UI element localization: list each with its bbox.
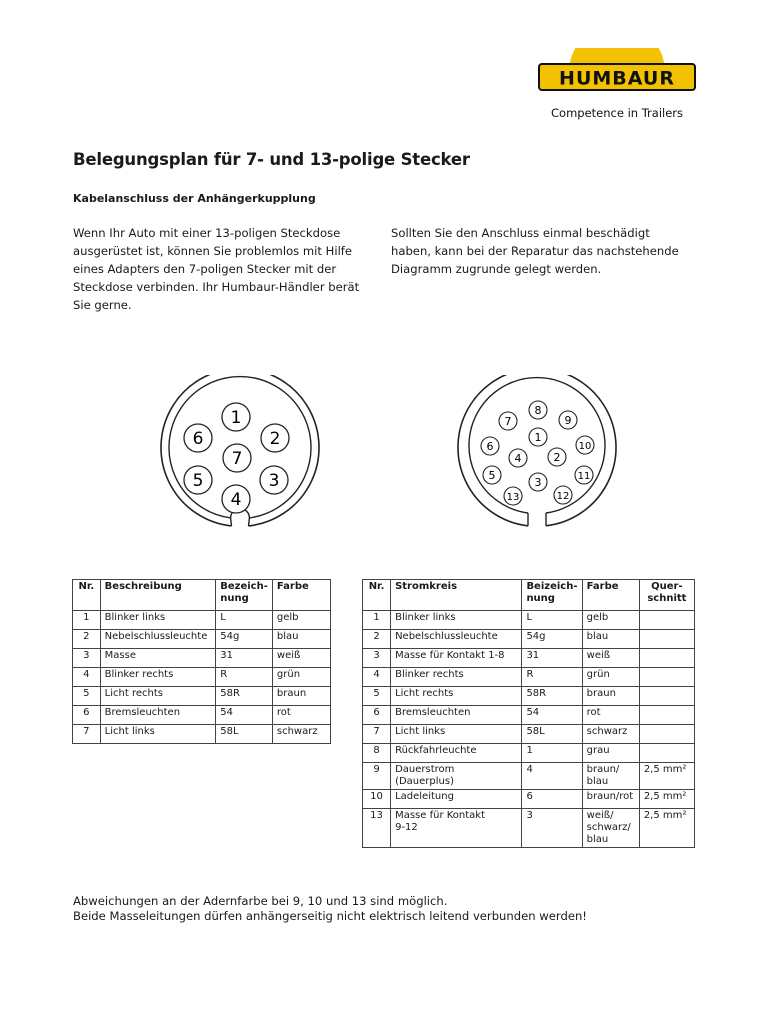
table-cell: rot	[272, 706, 330, 725]
table-cell: 5	[363, 687, 391, 706]
table-body	[363, 611, 695, 848]
table-cell: Bremsleuchten	[100, 706, 216, 725]
table-row	[363, 649, 695, 668]
table-cell: weiß/ schwarz/ blau	[582, 809, 639, 848]
table-cell: L	[522, 611, 582, 630]
footer-line: Beide Masseleitungen dürfen anhängerseitig nicht elektrisch leitend verbunden werden!	[73, 909, 587, 923]
table-row	[363, 744, 695, 763]
table-row	[73, 649, 331, 668]
table-cell: Bremsleuchten	[391, 706, 522, 725]
paragraph-line: ausgerüstet ist, können Sie problemlos mit Hilfe	[73, 244, 353, 258]
pin-7	[223, 444, 251, 472]
table-cell: weiß	[582, 649, 639, 668]
table-cell: 6	[73, 706, 101, 725]
table-row	[73, 706, 331, 725]
pin-9	[559, 411, 577, 429]
table-row	[363, 687, 695, 706]
page-title: Belegungsplan für 7- und 13-polige Stecker	[73, 150, 470, 169]
table-cell: 4	[522, 763, 582, 790]
table-cell	[639, 725, 694, 744]
table-cell: 3	[522, 809, 582, 848]
svg-text:3: 3	[534, 476, 542, 489]
table-cell	[639, 687, 694, 706]
svg-text:6: 6	[486, 440, 494, 453]
connector-notch-edge	[231, 518, 232, 526]
table-cell: 2,5 mm²	[639, 809, 694, 848]
table-cell	[639, 649, 694, 668]
table-cell: schwarz	[272, 725, 330, 744]
table-cell: blau	[272, 630, 330, 649]
table-cell: rot	[582, 706, 639, 725]
table-7-pin	[72, 579, 331, 744]
table-cell: 31	[522, 649, 582, 668]
pin-3	[529, 473, 547, 491]
pin-2	[261, 424, 289, 452]
table-cell: Licht rechts	[391, 687, 522, 706]
table-header-row	[73, 580, 331, 611]
table-cell: Licht links	[391, 725, 522, 744]
table-cell: Licht rechts	[100, 687, 216, 706]
svg-text:8: 8	[534, 404, 542, 417]
table-row	[363, 630, 695, 649]
table-cell: Masse	[100, 649, 216, 668]
paragraph-line: haben, kann bei der Reparatur das nachstehende	[391, 244, 679, 258]
paragraph-line: Sollten Sie den Anschluss einmal beschädigt	[391, 226, 650, 240]
table-13-pin	[362, 579, 695, 848]
paragraph-line: Steckdose verbinden. Ihr Humbaur-Händler berät	[73, 280, 360, 294]
table-cell: 58R	[522, 687, 582, 706]
pin-6	[184, 424, 212, 452]
table-cell: 4	[363, 668, 391, 687]
table-cell: 2	[363, 630, 391, 649]
table-cell	[639, 744, 694, 763]
connector-notch-edge	[249, 518, 250, 526]
table-row	[363, 611, 695, 630]
table-cell: 31	[216, 649, 273, 668]
table-cell: Dauerstrom (Dauerplus)	[391, 763, 522, 790]
table-cell: 13	[363, 809, 391, 848]
section-subtitle: Kabelanschluss der Anhängerkupplung	[73, 192, 316, 205]
svg-text:6: 6	[192, 429, 204, 449]
table-cell: L	[216, 611, 273, 630]
table-cell: Rückfahrleuchte	[391, 744, 522, 763]
table-cell: 54g	[522, 630, 582, 649]
table-row	[363, 706, 695, 725]
svg-text:4: 4	[230, 490, 242, 510]
table-cell: Nebelschlussleuchte	[391, 630, 522, 649]
paragraph-line: Diagramm zugrunde gelegt werden.	[391, 262, 602, 276]
table-cell: 6	[363, 706, 391, 725]
table-cell: 2,5 mm²	[639, 763, 694, 790]
pin-3	[260, 466, 288, 494]
svg-text:2: 2	[553, 451, 561, 464]
svg-text:5: 5	[192, 471, 204, 491]
table-cell: Nebelschlussleuchte	[100, 630, 216, 649]
table-row	[73, 630, 331, 649]
table-cell: gelb	[582, 611, 639, 630]
svg-text:1: 1	[534, 431, 542, 444]
pin-8	[529, 401, 547, 419]
table-cell: R	[522, 668, 582, 687]
table-cell: braun	[582, 687, 639, 706]
table-cell: braun/ blau	[582, 763, 639, 790]
table-cell: 58L	[522, 725, 582, 744]
column-header: Quer- schnitt	[639, 580, 694, 611]
table-cell: Blinker links	[391, 611, 522, 630]
table-cell: gelb	[272, 611, 330, 630]
table-cell	[639, 668, 694, 687]
table-cell: 1	[73, 611, 101, 630]
pin-4	[222, 485, 250, 513]
table-cell	[639, 706, 694, 725]
svg-text:1: 1	[230, 408, 242, 428]
svg-text:4: 4	[514, 452, 522, 465]
svg-text:11: 11	[577, 471, 591, 482]
table-cell: Licht links	[100, 725, 216, 744]
paragraph-line: eines Adapters den 7-poligen Stecker mit der	[73, 262, 337, 276]
svg-text:2: 2	[269, 429, 281, 449]
table-cell: 2,5 mm²	[639, 790, 694, 809]
table-cell: grau	[582, 744, 639, 763]
table-cell: 9	[363, 763, 391, 790]
table-cell: R	[216, 668, 273, 687]
paragraph-line: Sie gerne.	[73, 298, 132, 312]
table-row	[73, 725, 331, 744]
pin-11	[575, 466, 593, 484]
svg-text:5: 5	[488, 469, 496, 482]
svg-text:10: 10	[578, 441, 592, 452]
table-cell: Blinker links	[100, 611, 216, 630]
svg-text:9: 9	[564, 414, 572, 427]
table-cell: 3	[363, 649, 391, 668]
column-header: Beizeich- nung	[522, 580, 582, 611]
table-cell: 54	[522, 706, 582, 725]
table-row	[363, 668, 695, 687]
table-cell: 58R	[216, 687, 273, 706]
svg-text:7: 7	[504, 415, 512, 428]
table-cell: 4	[73, 668, 101, 687]
table-cell: 7	[363, 725, 391, 744]
table-cell: 1	[363, 611, 391, 630]
table-body	[73, 611, 331, 744]
table-cell: schwarz	[582, 725, 639, 744]
column-header: Stromkreis	[391, 580, 522, 611]
pin-1	[529, 428, 547, 446]
column-header: Farbe	[272, 580, 330, 611]
table-cell: grün	[582, 668, 639, 687]
table-row	[73, 668, 331, 687]
table-cell: 3	[73, 649, 101, 668]
column-header: Nr.	[73, 580, 101, 611]
table-cell: Ladeleitung	[391, 790, 522, 809]
table-cell: 54g	[216, 630, 273, 649]
pin-4	[509, 449, 527, 467]
logo-brand: HUMBAUR	[559, 67, 675, 90]
table-header-row	[363, 580, 695, 611]
footer-note	[73, 894, 587, 924]
connector-7-pin-diagram	[160, 375, 320, 540]
intro-paragraph-right	[391, 224, 679, 278]
pin-5	[184, 466, 212, 494]
table-cell: 1	[522, 744, 582, 763]
table-row	[363, 790, 695, 809]
table-cell: weiß	[272, 649, 330, 668]
pin-2	[548, 448, 566, 466]
table-row	[363, 763, 695, 790]
table-cell: braun	[272, 687, 330, 706]
table-cell: Blinker rechts	[391, 668, 522, 687]
svg-text:12: 12	[556, 491, 570, 502]
pin-5	[483, 466, 501, 484]
table-cell: Blinker rechts	[100, 668, 216, 687]
column-header: Nr.	[363, 580, 391, 611]
table-cell: grün	[272, 668, 330, 687]
table-row	[363, 725, 695, 744]
table-cell: 54	[216, 706, 273, 725]
table-cell: 58L	[216, 725, 273, 744]
connector-13-pin-diagram	[452, 375, 622, 540]
pin-12	[554, 486, 572, 504]
intro-paragraph-left	[73, 224, 359, 314]
table-cell: 2	[73, 630, 101, 649]
logo-tagline: Competence in Trailers	[551, 106, 684, 120]
table-cell: Masse für Kontakt 1-8	[391, 649, 522, 668]
paragraph-line: Wenn Ihr Auto mit einer 13-poligen Steckdose	[73, 226, 341, 240]
table-cell: braun/rot	[582, 790, 639, 809]
table-row	[73, 687, 331, 706]
table-cell: blau	[582, 630, 639, 649]
column-header: Farbe	[582, 580, 639, 611]
svg-text:13: 13	[506, 492, 520, 503]
table-cell	[639, 611, 694, 630]
pin-10	[576, 436, 594, 454]
table-cell: 10	[363, 790, 391, 809]
table-cell: 5	[73, 687, 101, 706]
table-cell: 6	[522, 790, 582, 809]
column-header: Beschreibung	[100, 580, 216, 611]
svg-text:3: 3	[268, 471, 280, 491]
footer-line: Abweichungen an der Adernfarbe bei 9, 10 und 13 sind möglich.	[73, 894, 448, 908]
table-cell: Masse für Kontakt 9-12	[391, 809, 522, 848]
svg-text:7: 7	[231, 449, 243, 469]
pin-6	[481, 437, 499, 455]
pin-7	[499, 412, 517, 430]
table-cell: 8	[363, 744, 391, 763]
pin-1	[222, 403, 250, 431]
table-cell: 7	[73, 725, 101, 744]
table-row	[363, 809, 695, 848]
column-header: Bezeich- nung	[216, 580, 273, 611]
pin-13	[504, 487, 522, 505]
table-row	[73, 611, 331, 630]
table-cell	[639, 630, 694, 649]
